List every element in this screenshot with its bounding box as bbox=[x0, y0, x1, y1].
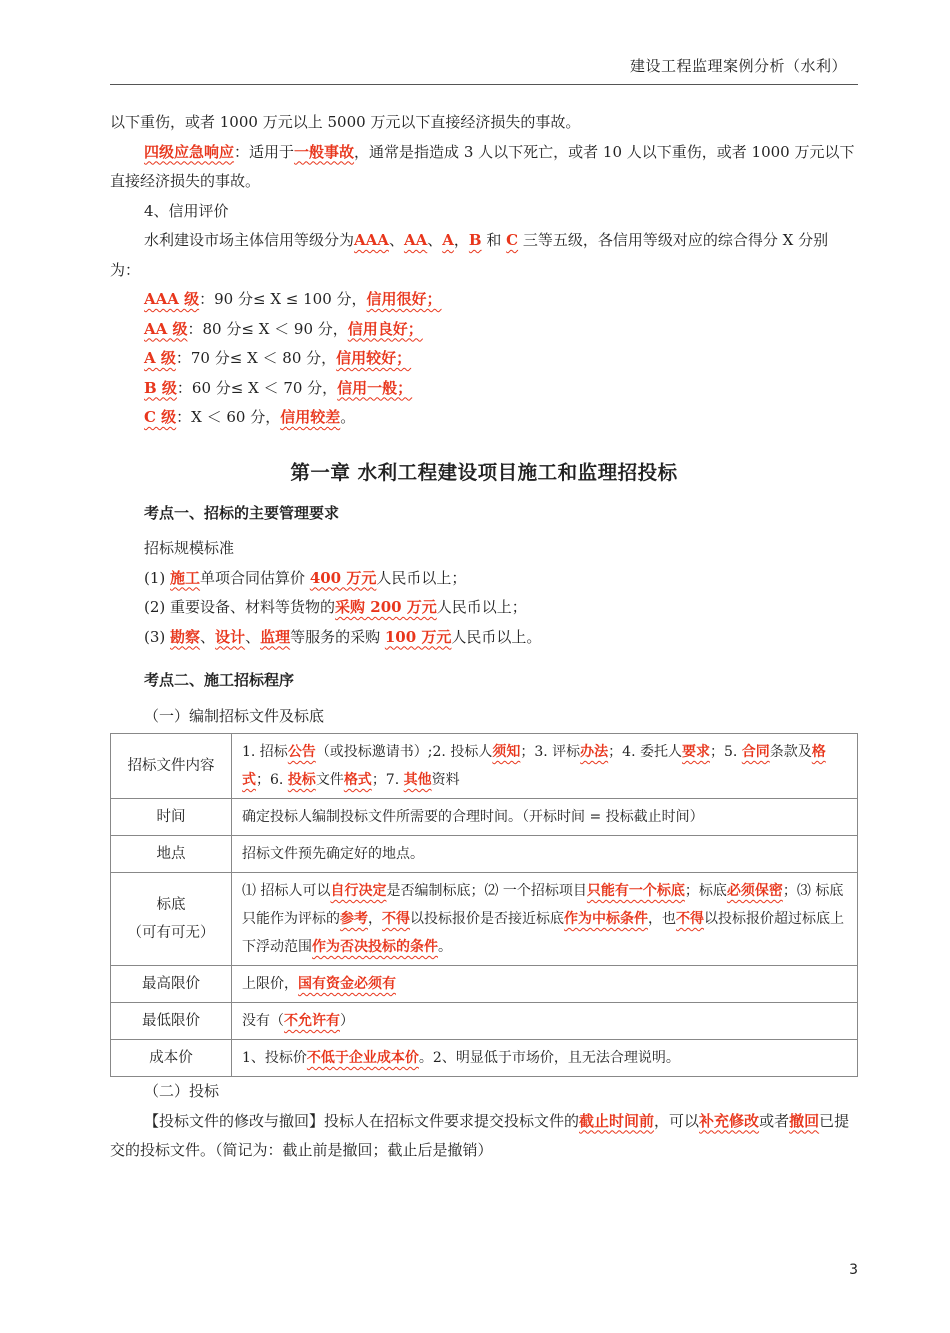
kd1-item-3: (3) 勘察、设计、监理等服务的采购 100 万元人民币以上。 bbox=[144, 627, 542, 646]
kd1-item-1: (1) 施工单项合同估算价 400 万元人民币以上； bbox=[144, 568, 467, 587]
kd1-item-2: (2) 重要设备、材料等货物的采购 200 万元人民币以上； bbox=[144, 598, 527, 616]
credit-item-c: C 级：X ＜ 60 分，信用较差。 bbox=[144, 408, 356, 426]
bid-paragraph: 【投标文件的修改与撤回】投标人在招标文件要求提交投标文件的截止时间前，可以补充修改或者撤回已提交的投标文件。（简记为：截止前是撤回；截止后是撤销） bbox=[110, 1111, 850, 1159]
table-cell: 没有（不允许有） bbox=[232, 1003, 858, 1040]
table-row bbox=[111, 799, 858, 836]
table-cell: 确定投标人编制投标文件所需要的合理时间。（开标时间 = 投标截止时间） bbox=[232, 799, 858, 836]
credit-item-aaa: AAA 级：90 分≤ X ≤ 100 分，信用很好； bbox=[144, 290, 442, 308]
table-row-label: 成本价 bbox=[111, 1040, 232, 1077]
table-cell: ⑴ 招标人可以自行决定是否编制标底；⑵ 一个招标项目只能有一个标底；标底必须保密；⑶ 标底只能作为评标的参考，不得以投标报价是否接近标底作为中标条件，也不得以投标报价超过标底上下浮动范围作为否决投标的条件。 bbox=[232, 873, 858, 966]
page-content bbox=[110, 108, 858, 1166]
page-number: 3 bbox=[849, 1262, 858, 1278]
credit-item-b: B 级：60 分≤ X ＜ 70 分，信用一般； bbox=[144, 378, 413, 397]
intro-line: 以下重伤，或者 1000 万元以上 5000 万元以下直接经济损失的事故。 bbox=[110, 113, 581, 131]
table-row-label: 地点 bbox=[111, 836, 232, 873]
chapter-title: 第一章 水利工程建设项目施工和监理招投标 bbox=[290, 460, 678, 484]
bid-subtitle: （二）投标 bbox=[144, 1082, 220, 1100]
credit-item-aa: AA 级：80 分≤ X ＜ 90 分，信用良好； bbox=[144, 319, 423, 338]
table-cell: 招标文件预先确定好的地点。 bbox=[232, 836, 858, 873]
table-cell: 1、投标价不低于企业成本价。2、明显低于市场价，且无法合理说明。 bbox=[232, 1040, 858, 1077]
page-header-title: 建设工程监理案例分析（水利） bbox=[629, 57, 847, 75]
table-row-label: 最高限价 bbox=[111, 966, 232, 1003]
table-row bbox=[111, 1003, 858, 1040]
table-row bbox=[111, 966, 858, 1003]
table-row bbox=[111, 836, 858, 873]
level4-paragraph: 四级应急响应：适用于一般事故，通常是指造成 3 人以下死亡，或者 10 人以下重伤，或者 1000 万元以下直接经济损失的事故。 bbox=[110, 142, 855, 190]
table-row bbox=[111, 1040, 858, 1077]
section-title-kd2: 考点二、施工招标程序 bbox=[144, 671, 295, 689]
table-row-label: 时间 bbox=[111, 799, 232, 836]
table-row-label: 标底 （可有可无） bbox=[111, 873, 232, 966]
table-row-label: 最低限价 bbox=[111, 1003, 232, 1040]
kd1-subtitle: 招标规模标准 bbox=[144, 539, 235, 557]
section-title-kd1: 考点一、招标的主要管理要求 bbox=[144, 503, 340, 522]
credit-intro: 水利建设市场主体信用等级分为AAA、AA、A，B 和 C 三等五级，各信用等级对应的综合得分 X 分别为： bbox=[110, 231, 829, 279]
credit-heading: 4、信用评价 bbox=[144, 201, 229, 220]
kd2-subtitle: （一）编制招标文件及标底 bbox=[144, 706, 325, 725]
credit-item-a: A 级：70 分≤ X ＜ 80 分，信用较好； bbox=[144, 349, 412, 367]
table-cell: 1. 招标公告（或投标邀请书）;2. 投标人须知；3. 评标办法；4. 委托人要求；5. 合同条款及格式；6. 投标文件格式；7. 其他资料 bbox=[232, 734, 858, 799]
table-row bbox=[111, 873, 858, 966]
table-row bbox=[111, 734, 858, 799]
level4-label: 四级应急响应 bbox=[144, 142, 235, 161]
table-cell: 上限价，国有资金必须有 bbox=[232, 966, 858, 1003]
header-divider bbox=[110, 84, 858, 85]
table-row-label: 招标文件内容 bbox=[111, 734, 232, 799]
bidding-table bbox=[110, 733, 858, 1077]
